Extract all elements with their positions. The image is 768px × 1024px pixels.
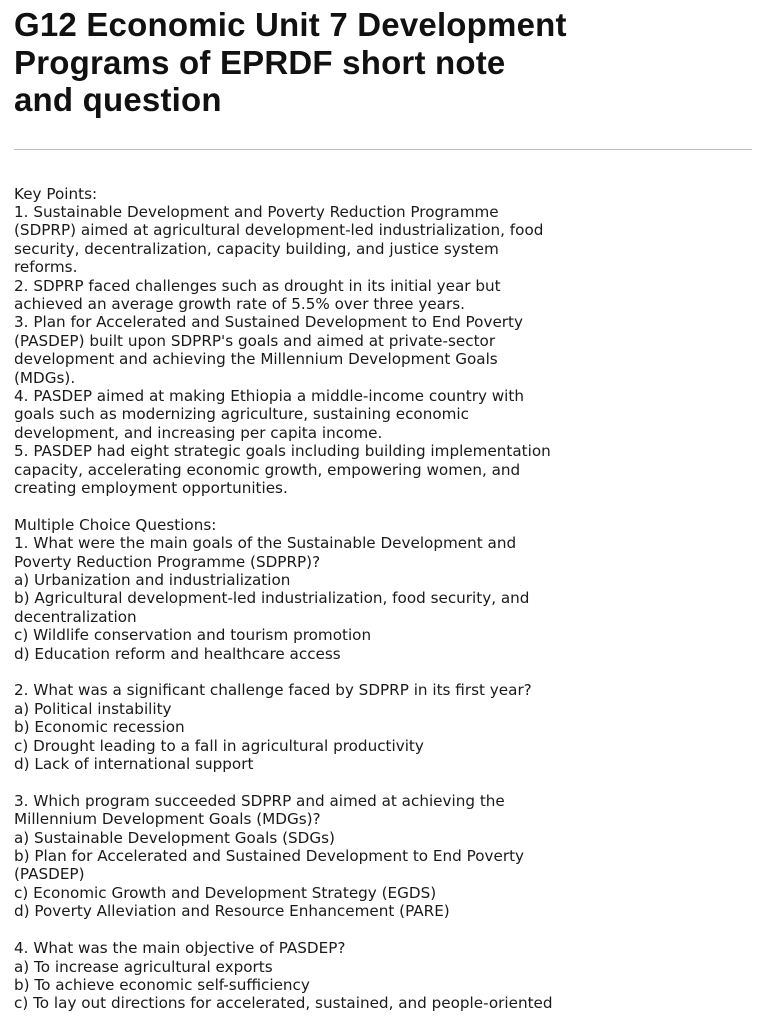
key-point-line: 1. Sustainable Development and Poverty Reduction Programme xyxy=(14,202,499,221)
key-point-line: security, decentralization, capacity building, and justice system xyxy=(14,239,499,258)
mcq-heading: Multiple Choice Questions: xyxy=(14,515,217,534)
key-point-line: goals such as modernizing agriculture, sustaining economic xyxy=(14,405,470,424)
option-line: b) To achieve economic self-sufficiency xyxy=(14,975,310,994)
question-line: 1. What were the main goals of the Sustainable Development and xyxy=(14,534,517,553)
option-line: a) Urbanization and industrialization xyxy=(14,571,291,590)
option-line: b) Economic recession xyxy=(14,718,185,737)
option-line: c) Wildlife conservation and tourism promotion xyxy=(14,626,372,645)
question-line: Poverty Reduction Programme (SDPRP)? xyxy=(14,552,321,571)
document-title xyxy=(14,0,754,119)
key-points-heading: Key Points: xyxy=(14,184,98,203)
question-block xyxy=(14,939,754,1013)
question-block xyxy=(14,792,754,921)
option-line: d) Lack of international support xyxy=(14,755,254,774)
question-block xyxy=(14,534,754,663)
question-line: Millennium Development Goals (MDGs)? xyxy=(14,810,321,829)
option-line: c) Economic Growth and Development Strategy (EGDS) xyxy=(14,883,437,902)
question-line: 4. What was the main objective of PASDEP? xyxy=(14,939,346,958)
key-point-line: development and achieving the Millennium Development Goals xyxy=(14,350,498,369)
key-point-line: (SDPRP) aimed at agricultural development-led industrialization, food xyxy=(14,221,544,240)
question-spacer xyxy=(14,663,754,681)
option-line: c) Drought leading to a fall in agricultural productivity xyxy=(14,736,424,755)
question-line: 2. What was a significant challenge faced by SDPRP in its first year? xyxy=(14,681,532,700)
option-line: a) To increase agricultural exports xyxy=(14,957,273,976)
key-point-line: 2. SDPRP faced challenges such as drought in its initial year but xyxy=(14,276,501,295)
option-line: b) Agricultural development-led industrialization, food security, and xyxy=(14,589,530,608)
title-line: G12 Economic Unit 7 Development xyxy=(14,6,567,43)
section-spacer xyxy=(14,497,754,515)
title-line: and question xyxy=(14,81,222,118)
key-point-line: (PASDEP) built upon SDPRP's goals and aimed at private-sector xyxy=(14,331,496,350)
key-points-section xyxy=(14,185,754,498)
option-line: d) Education reform and healthcare access xyxy=(14,644,341,663)
option-line: b) Plan for Accelerated and Sustained Development to End Poverty xyxy=(14,847,525,866)
title-line: Programs of EPRDF short note xyxy=(14,43,506,81)
key-point-line: 3. Plan for Accelerated and Sustained Development to End Poverty xyxy=(14,313,523,332)
key-point-line: achieved an average growth rate of 5.5% over three years. xyxy=(14,294,465,313)
option-line: c) To lay out directions for accelerated, sustained, and people-oriented xyxy=(14,994,553,1013)
key-point-line: capacity, accelerating economic growth, empowering women, and xyxy=(14,460,521,479)
key-point-line: creating employment opportunities. xyxy=(14,479,288,497)
key-point-line: 5. PASDEP had eight strategic goals including building implementation xyxy=(14,442,551,461)
key-point-line: development, and increasing per capita income. xyxy=(14,423,383,442)
question-block xyxy=(14,681,754,773)
question-line: 3. Which program succeeded SDPRP and aimed at achieving the xyxy=(14,791,505,810)
option-line: a) Political instability xyxy=(14,699,172,718)
key-point-line: reforms. xyxy=(14,258,78,277)
question-spacer xyxy=(14,921,754,939)
option-line: decentralization xyxy=(14,607,137,626)
option-line: (PASDEP) xyxy=(14,865,85,884)
mcq-section xyxy=(14,516,754,1013)
key-point-line: 4. PASDEP aimed at making Ethiopia a middle-income country with xyxy=(14,386,524,405)
document-body xyxy=(14,185,754,1013)
option-line: d) Poverty Alleviation and Resource Enhancement (PARE) xyxy=(14,902,450,921)
question-spacer xyxy=(14,773,754,791)
option-line: a) Sustainable Development Goals (SDGs) xyxy=(14,828,335,847)
title-divider xyxy=(14,149,752,150)
key-point-line: (MDGs). xyxy=(14,368,76,387)
